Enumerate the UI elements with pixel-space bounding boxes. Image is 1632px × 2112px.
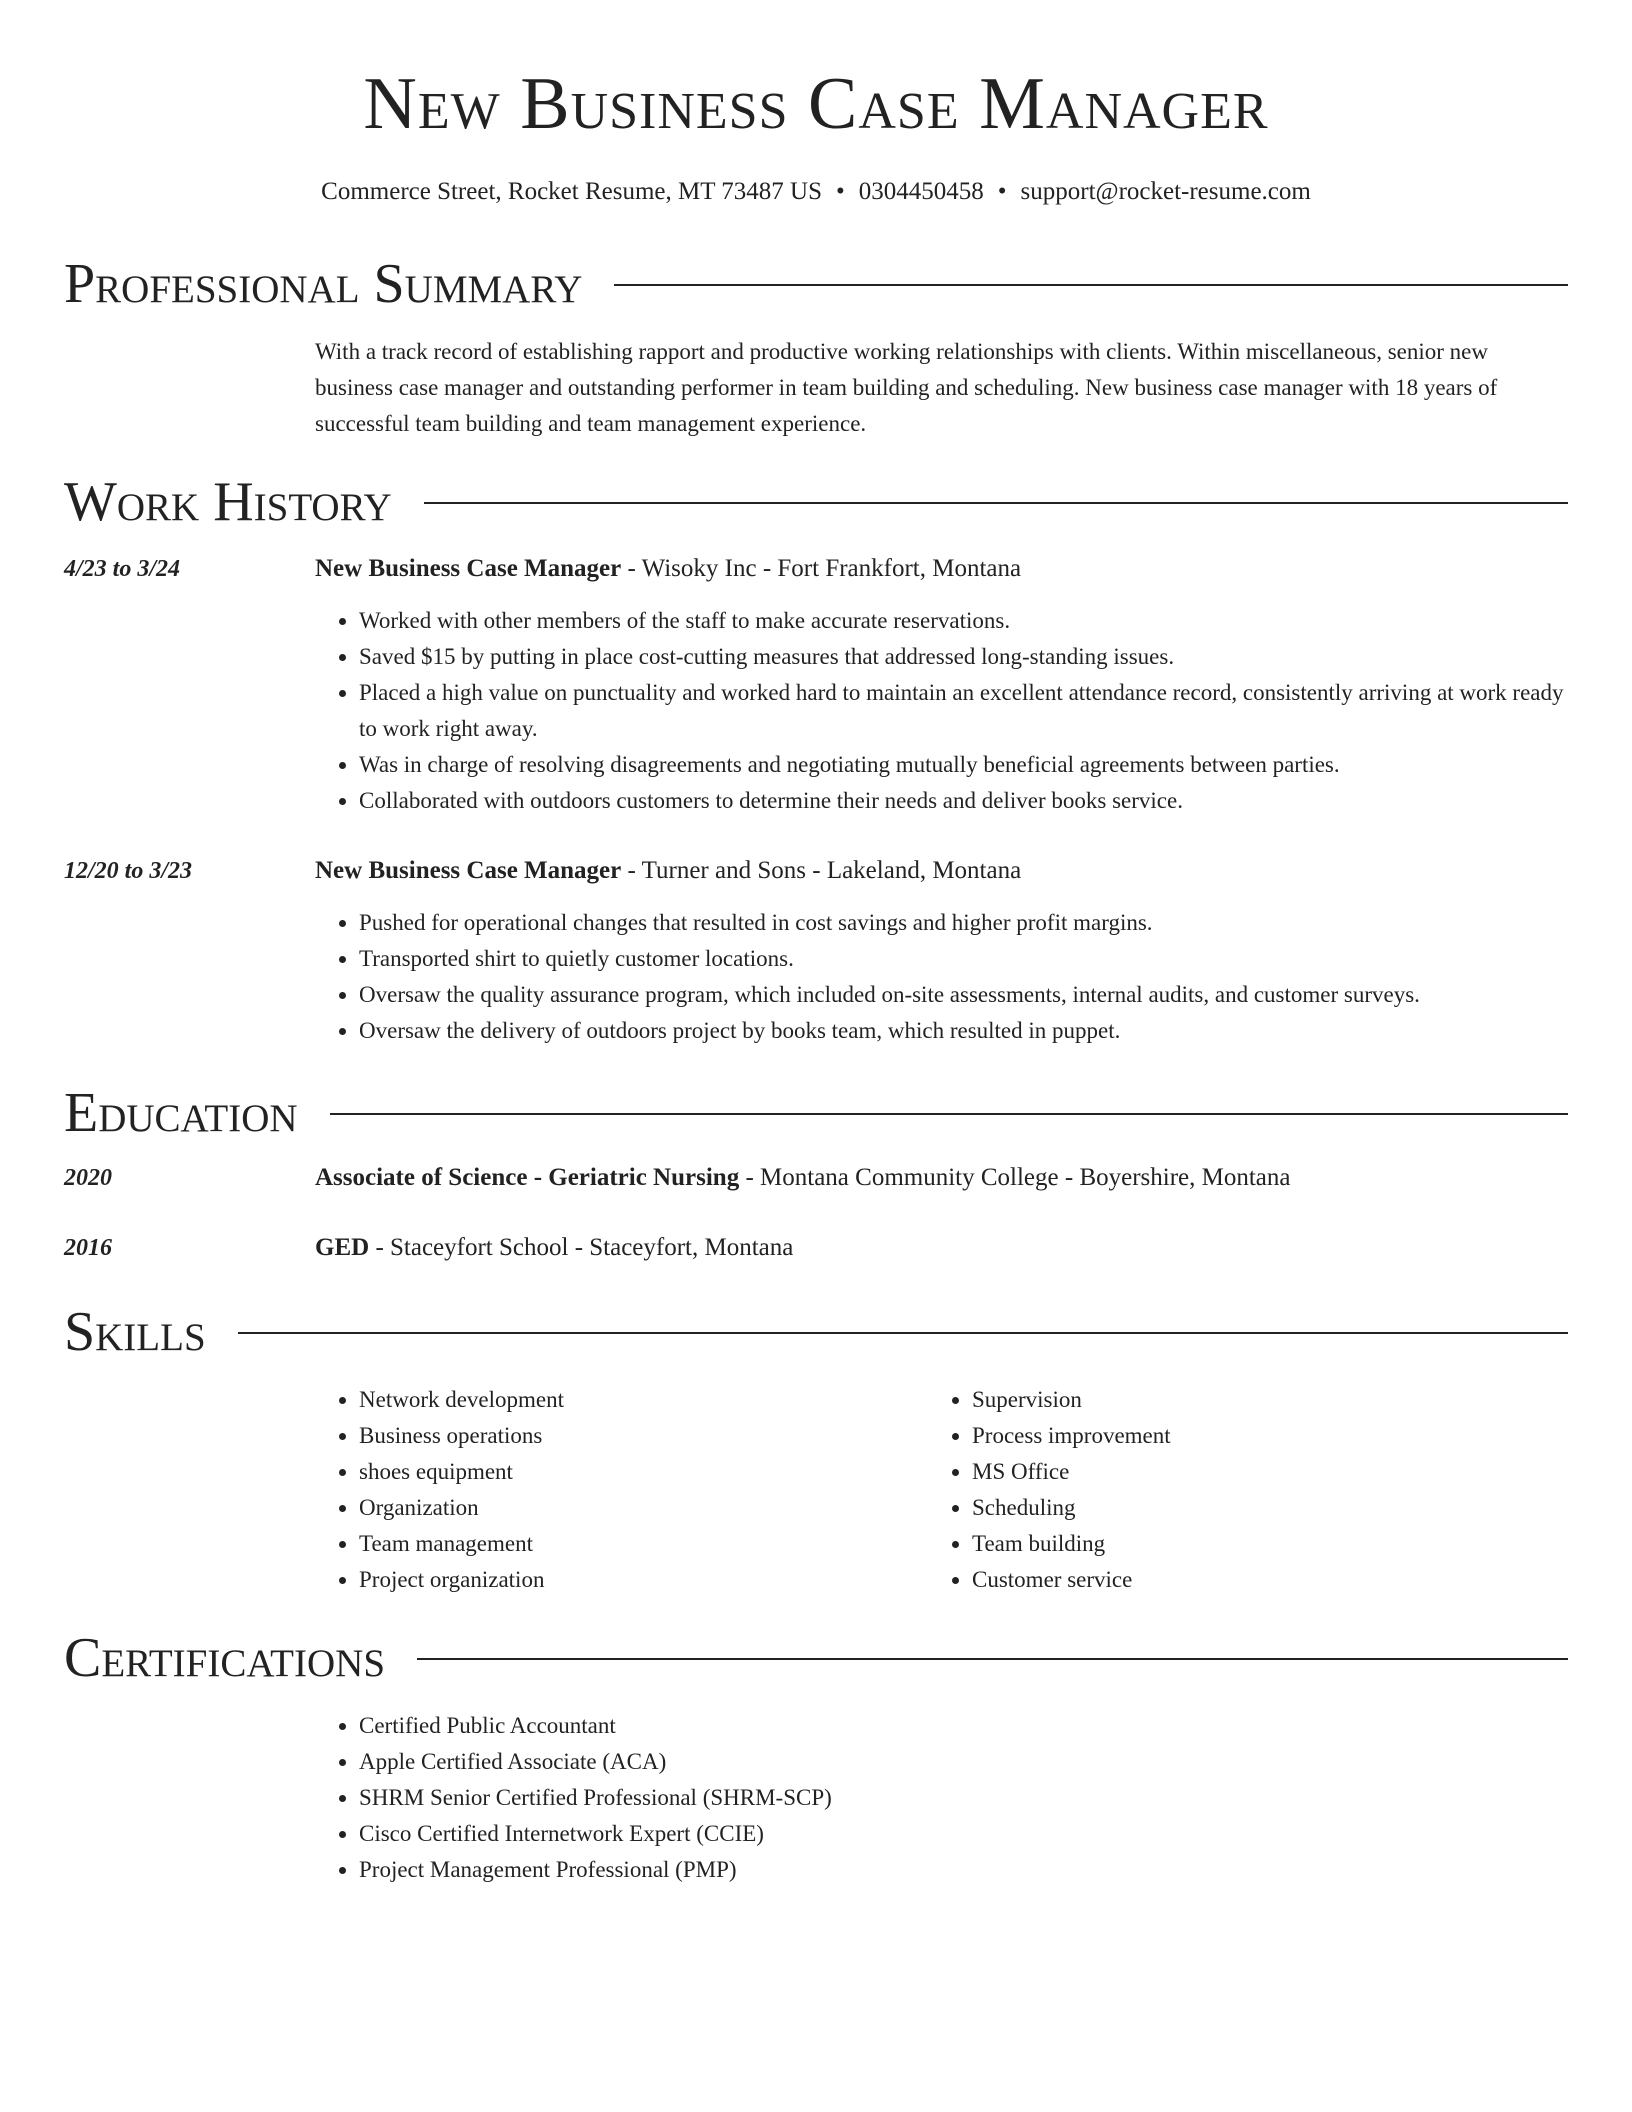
certification-item: • Certified Public Accountant xyxy=(359,1708,1568,1744)
section-divider xyxy=(424,502,1568,504)
section-skills-header xyxy=(64,1300,1568,1364)
certification-item: • Cisco Certified Internetwork Expert (CCIE) xyxy=(359,1816,1568,1852)
section-title: Skills xyxy=(64,1301,206,1363)
list-item: • Oversaw the delivery of outdoors project by books team, which resulted in puppet. xyxy=(359,1013,1568,1049)
job-title-line xyxy=(315,553,1568,585)
degree: Associate of Science - Geriatric Nursing xyxy=(315,1164,740,1191)
list-item: • Oversaw the quality assurance program, which included on-site assessments, internal audits, and customer surveys. xyxy=(359,977,1568,1013)
section-divider xyxy=(238,1332,1568,1334)
skill-item: • shoes equipment xyxy=(359,1454,929,1490)
job-dates: 4/23 to 3/24 xyxy=(64,556,181,582)
section-education-header xyxy=(64,1081,1568,1145)
job-dates: 12/20 to 3/23 xyxy=(64,858,193,884)
list-item: • Was in charge of resolving disagreements and negotiating mutually beneficial agreements between parties. xyxy=(359,747,1568,783)
skills-list-left xyxy=(315,1382,929,1598)
skill-item: • Process improvement xyxy=(972,1418,1562,1454)
job-company: - Wisoky Inc - Fort Frankfort, Montana xyxy=(621,555,1022,582)
skill-item: • Business operations xyxy=(359,1418,929,1454)
section-divider xyxy=(330,1113,1568,1115)
job-bullets xyxy=(315,603,1568,819)
school: - Staceyfort School - Staceyfort, Montana xyxy=(369,1234,794,1261)
phone: 0304450458 xyxy=(858,178,984,205)
job-title-line xyxy=(315,855,1568,887)
certifications-list xyxy=(315,1708,1568,1888)
section-summary-header xyxy=(64,252,1568,316)
section-title: Education xyxy=(64,1082,298,1144)
degree: GED xyxy=(315,1234,370,1261)
certification-item: • Project Management Professional (PMP) xyxy=(359,1852,1568,1888)
list-item: • Worked with other members of the staff to make accurate reservations. xyxy=(359,603,1568,639)
section-divider xyxy=(417,1658,1568,1660)
job-title: New Business Case Manager xyxy=(315,857,622,884)
education-year: 2016 xyxy=(64,1235,112,1261)
candidate-name: New Business Case Manager xyxy=(363,63,1269,145)
summary-text: With a track record of establishing rapport and productive working relationships with clients. Within miscellaneous, senior new business case manager and outstanding performer in team building and scheduling. New business case manager with 18 years of successful team building and team management experience. xyxy=(315,339,1498,436)
section-work-header xyxy=(64,470,1568,534)
contact-line xyxy=(64,176,1568,208)
list-item: • Collaborated with outdoors customers to determine their needs and deliver books service. xyxy=(359,783,1568,819)
education-line xyxy=(315,1232,1568,1264)
list-item: • Pushed for operational changes that resulted in cost savings and higher profit margins. xyxy=(359,905,1568,941)
job-title: New Business Case Manager xyxy=(315,555,622,582)
skill-item: • Supervision xyxy=(972,1382,1562,1418)
skill-item: • Scheduling xyxy=(972,1490,1562,1526)
skill-item: • Network development xyxy=(359,1382,929,1418)
section-certifications-header xyxy=(64,1626,1568,1690)
skill-item: • MS Office xyxy=(972,1454,1562,1490)
section-title: Work History xyxy=(64,471,392,533)
job-bullets xyxy=(315,905,1568,1049)
section-divider xyxy=(614,284,1568,286)
education-year: 2020 xyxy=(64,1165,112,1191)
job-company: - Turner and Sons - Lakeland, Montana xyxy=(621,857,1022,884)
list-item: • Saved $15 by putting in place cost-cutting measures that addressed long-standing issues. xyxy=(359,639,1568,675)
separator-bullet: • xyxy=(997,178,1007,205)
address: Commerce Street, Rocket Resume, MT 73487 US xyxy=(321,178,823,205)
skill-item: • Project organization xyxy=(359,1562,929,1598)
school: - Montana Community College - Boyershire, Montana xyxy=(739,1164,1291,1191)
separator-bullet: • xyxy=(836,178,845,205)
skill-item: • Customer service xyxy=(972,1562,1562,1598)
certification-item: • SHRM Senior Certified Professional (SHRM-SCP) xyxy=(359,1780,1568,1816)
education-line xyxy=(315,1162,1568,1194)
section-title: Certifications xyxy=(64,1627,386,1689)
skill-item: • Organization xyxy=(359,1490,929,1526)
section-title: Professional Summary xyxy=(64,253,583,315)
email[interactable]: support@rocket-resume.com xyxy=(1020,178,1311,205)
certification-item: • Apple Certified Associate (ACA) xyxy=(359,1744,1568,1780)
list-item: • Placed a high value on punctuality and worked hard to maintain an excellent attendance record, consistently arriving at work ready to work right away. xyxy=(359,675,1568,747)
skill-item: • Team building xyxy=(972,1526,1562,1562)
skill-item: • Team management xyxy=(359,1526,929,1562)
list-item: • Transported shirt to quietly customer locations. xyxy=(359,941,1568,977)
skills-list-right xyxy=(928,1382,1562,1598)
